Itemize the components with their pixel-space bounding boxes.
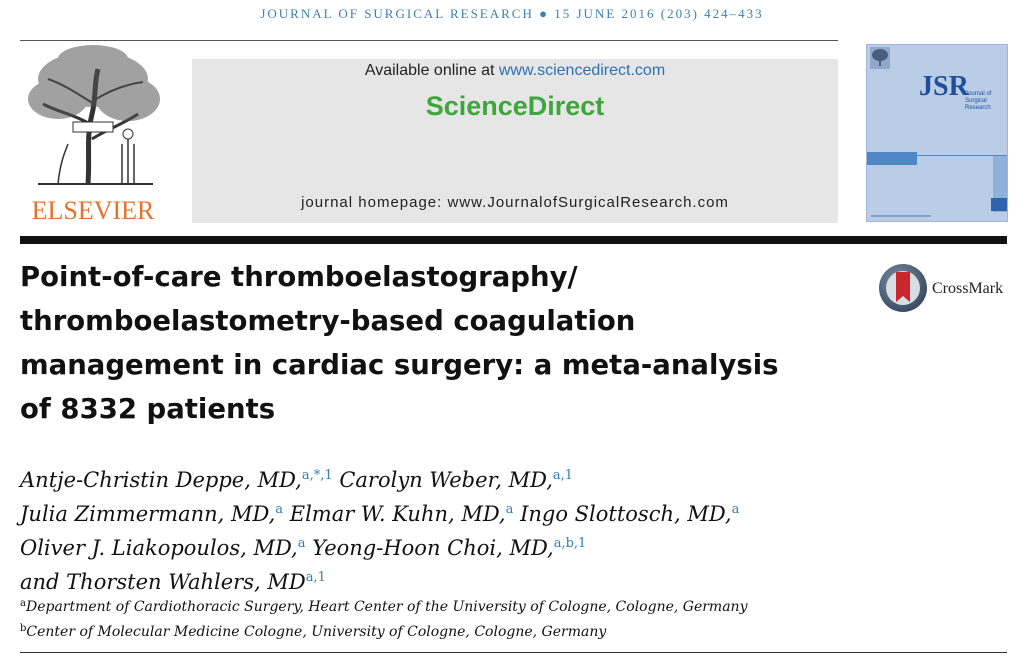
- elsevier-mini-logo-icon: [870, 47, 890, 69]
- journal-cover[interactable]: [866, 44, 1008, 222]
- author-name: Carolyn Weber, MD,: [339, 468, 553, 492]
- title-line: thromboelastometry-based coagulation: [20, 305, 636, 337]
- publisher-name: ELSEVIER: [31, 196, 155, 225]
- header-rule: [20, 40, 838, 41]
- author-name: Julia Zimmermann, MD,: [20, 502, 276, 526]
- masthead-rule: [20, 236, 1007, 244]
- author-name: Ingo Slottosch, MD,: [520, 502, 732, 526]
- author-name: Oliver J. Liakopoulos, MD,: [20, 536, 298, 560]
- affiliation-text: Center of Molecular Medicine Cologne, University of Cologne, Cologne, Germany: [26, 624, 607, 640]
- affiliation-mark: a: [20, 598, 26, 609]
- running-head: JOURNAL OF SURGICAL RESEARCH ● 15 JUNE 2016 (203) 424–433: [260, 6, 764, 21]
- author-line: [20, 461, 1010, 495]
- cover-stripe: [867, 152, 917, 165]
- affiliation-item: [20, 593, 1010, 618]
- cover-subtitle: Journal of Surgical Research: [965, 91, 992, 111]
- cover-abbrev: JSR: [919, 71, 969, 102]
- journal-homepage-text[interactable]: journal homepage: www.JournalofSurgicalResearch.com: [301, 194, 729, 211]
- title-line: Point-of-care thromboelastography/: [20, 261, 578, 293]
- author-line: [20, 529, 1010, 563]
- author-name: Elmar W. Kuhn, MD,: [289, 502, 506, 526]
- author-affiliation-marks[interactable]: a: [275, 502, 284, 517]
- affiliation-list: [20, 593, 1010, 643]
- affiliation-mark: b: [20, 623, 27, 634]
- crossmark-badge[interactable]: [877, 262, 1017, 314]
- author-affiliation-marks[interactable]: a,b,1: [553, 536, 587, 551]
- footer-rule: [20, 652, 1007, 653]
- author-list: [20, 461, 1010, 597]
- available-prefix: Available online at: [364, 62, 499, 79]
- crossmark-icon: [877, 262, 929, 314]
- author-affiliation-marks[interactable]: a: [505, 502, 514, 517]
- title-line: management in cardiac surgery: a meta-analysis: [20, 349, 779, 381]
- author-affiliation-marks[interactable]: a: [297, 536, 306, 551]
- author-line: [20, 563, 1010, 597]
- article-title: [20, 255, 840, 431]
- available-online-text: [192, 62, 838, 80]
- author-affiliation-marks[interactable]: a,*,1: [301, 468, 333, 483]
- crossmark-label: CrossMark: [932, 280, 1004, 297]
- publisher-logo[interactable]: [18, 44, 168, 224]
- sciencedirect-brand[interactable]: ScienceDirect: [425, 91, 605, 121]
- sciencedirect-banner: [192, 59, 838, 223]
- author-name: and Thorsten Wahlers, MD: [20, 570, 306, 594]
- affiliation-text: Department of Cardiothoracic Surgery, Heart Center of the University of Cologne, Cologne, Germany: [25, 599, 748, 615]
- sciencedirect-link[interactable]: www.sciencedirect.com: [498, 62, 666, 79]
- author-line: [20, 495, 1010, 529]
- cover-fine-line: [871, 215, 931, 217]
- cover-stripe-dark: [991, 198, 1008, 211]
- affiliation-item: [20, 618, 1010, 643]
- title-line: of 8332 patients: [20, 393, 276, 425]
- author-affiliation-marks[interactable]: a,1: [305, 570, 326, 585]
- author-name: Yeong-Hoon Choi, MD,: [312, 536, 554, 560]
- author-name: Antje-Christin Deppe, MD,: [20, 468, 302, 492]
- author-affiliation-marks[interactable]: a,1: [552, 468, 574, 483]
- author-affiliation-marks[interactable]: a: [731, 502, 740, 517]
- elsevier-tree-icon: [18, 44, 168, 194]
